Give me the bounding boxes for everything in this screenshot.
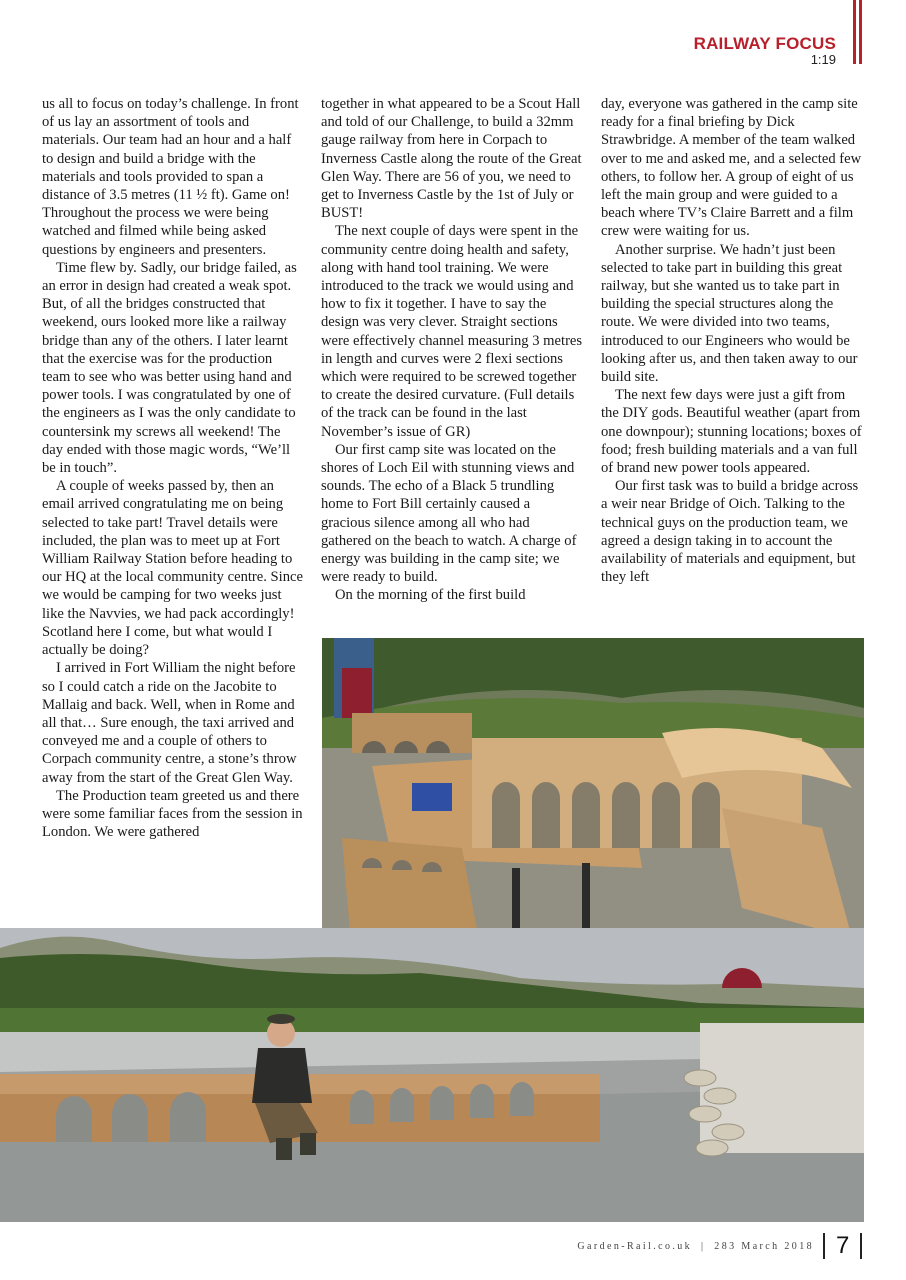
paragraph: us all to focus on today’s challenge. In front of us lay an assortment of tools and materials. Our team had an hour and a half to design and build a bridge with the materials and tools provided to span a distance of 3.5 metres (11 ½ ft). Game on! Throughout the process we were being watched and filmed while being asked questions by engineers and presenters. [42, 96, 299, 258]
paragraph: Time flew by. Sadly, our bridge failed, as an error in design had created a weak spot. But, of all the bridges constructed that weekend, ours looked more like a railway bridge than any of the others. I later learnt that the exercise was for the production team to see who was better using hand and power tools. I was congratulated by one of the engineers as I was the only candidate to countersink my screws all weekend! The day ended with those magic words, “We’ll be in touch”. [42, 259, 297, 477]
paragraph: The next few days were just a gift from the DIY gods. Beautiful weather (apart from one downpour); stunning locations; boxes of food; fresh building materials and a van full of brand new power tools appeared. [601, 387, 862, 477]
header-accent-bar-2 [859, 0, 862, 64]
section-title: RAILWAY FOCUS [693, 34, 836, 53]
text-column-1 [42, 95, 304, 841]
text-column-3 [601, 95, 863, 586]
paragraph: Our first task was to build a bridge across a weir near Bridge of Oich. Talking to the technical guys on the production team, we agreed a design taking in to account the availability of materials and equipment, but they left [601, 478, 859, 586]
footer-issue: 283 March 2018 [714, 1241, 814, 1252]
page-number-rule-right [860, 1233, 862, 1259]
page-number: 7 [836, 1232, 850, 1259]
paragraph: Another surprise. We hadn’t just been selected to take part in building this great railway, but she wanted us to take part in building the special structures along the route. We were divided into two teams, introduced to our Engineers who would be looking after us, and then taken away to our build site. [601, 241, 858, 386]
viaduct-workshop-photo [322, 638, 864, 957]
footer-site: Garden-Rail.co.uk [577, 1241, 693, 1252]
paragraph: The Production team greeted us and there were some familiar faces from the session in London. We were gathered [42, 787, 303, 841]
footer-publication [577, 1241, 814, 1252]
paragraph: On the morning of the first build [335, 587, 526, 604]
paragraph: The next couple of days were spent in the community centre doing health and safety, along with hand tool training. We were introduced to the track we would using and how to fix it together. I have to say the design was very clever. Straight sections were effectively channel measuring 3 metres in length and curves were 2 flexi sections which were required to be screwed together to create the desired curvature. (Full details of the track can be found in the last November’s issue of GR) [321, 223, 583, 440]
footer-separator: | [700, 1241, 706, 1252]
paragraph: A couple of weeks passed by, then an email arrived congratulating me on being selected to take part! Travel details were included, the plan was to meet up at Fort William Railway Station before heading to our HQ at the local community centre. Since we would be camping for two weeks just like the Navvies, we had pack accordingly! Scotland here I come, but what would I actually be doing? [42, 478, 303, 659]
text-column-2 [321, 95, 583, 605]
paragraph: Our first camp site was located on the shores of Loch Eil with stunning views and sounds. The echo of a Black 5 trundling home to Fort Bill certainly caused a gracious silence among all who had gathered on the beach to watch. A charge of energy was building in the camp site; we were ready to build. [321, 441, 577, 586]
header-accent-bar-1 [853, 0, 856, 64]
paragraph: day, everyone was gathered in the camp site ready for a final briefing by Dick Strawbridge. A member of the team walked over to me and asked me, and a selected few others, to follow her. A group of eight of us left the main group and were guided to a beach where TV’s Claire Barrett and a film crew were waiting for us. [601, 96, 862, 240]
weir-bridge-photo [0, 928, 864, 1222]
paragraph: together in what appeared to be a Scout Hall and told of our Challenge, to build a 32mm gauge railway from here in Corpach to Inverness Castle along the route of the Great Glen Way. There are 56 of you, we need to get to Inverness Castle by the 1st of July or BUST! [321, 96, 582, 222]
scale-label: 1:19 [810, 52, 836, 67]
page-number-rule-left [823, 1233, 825, 1259]
paragraph: I arrived in Fort William the night before so I could catch a ride on the Jacobite to Mallaig and back. Well, when in Rome and all that… Sure enough, the taxi arrived and conveyed me and a couple of others to Corpach community centre, a stone’s throw away from the start of the Great Glen Way. [42, 660, 297, 786]
